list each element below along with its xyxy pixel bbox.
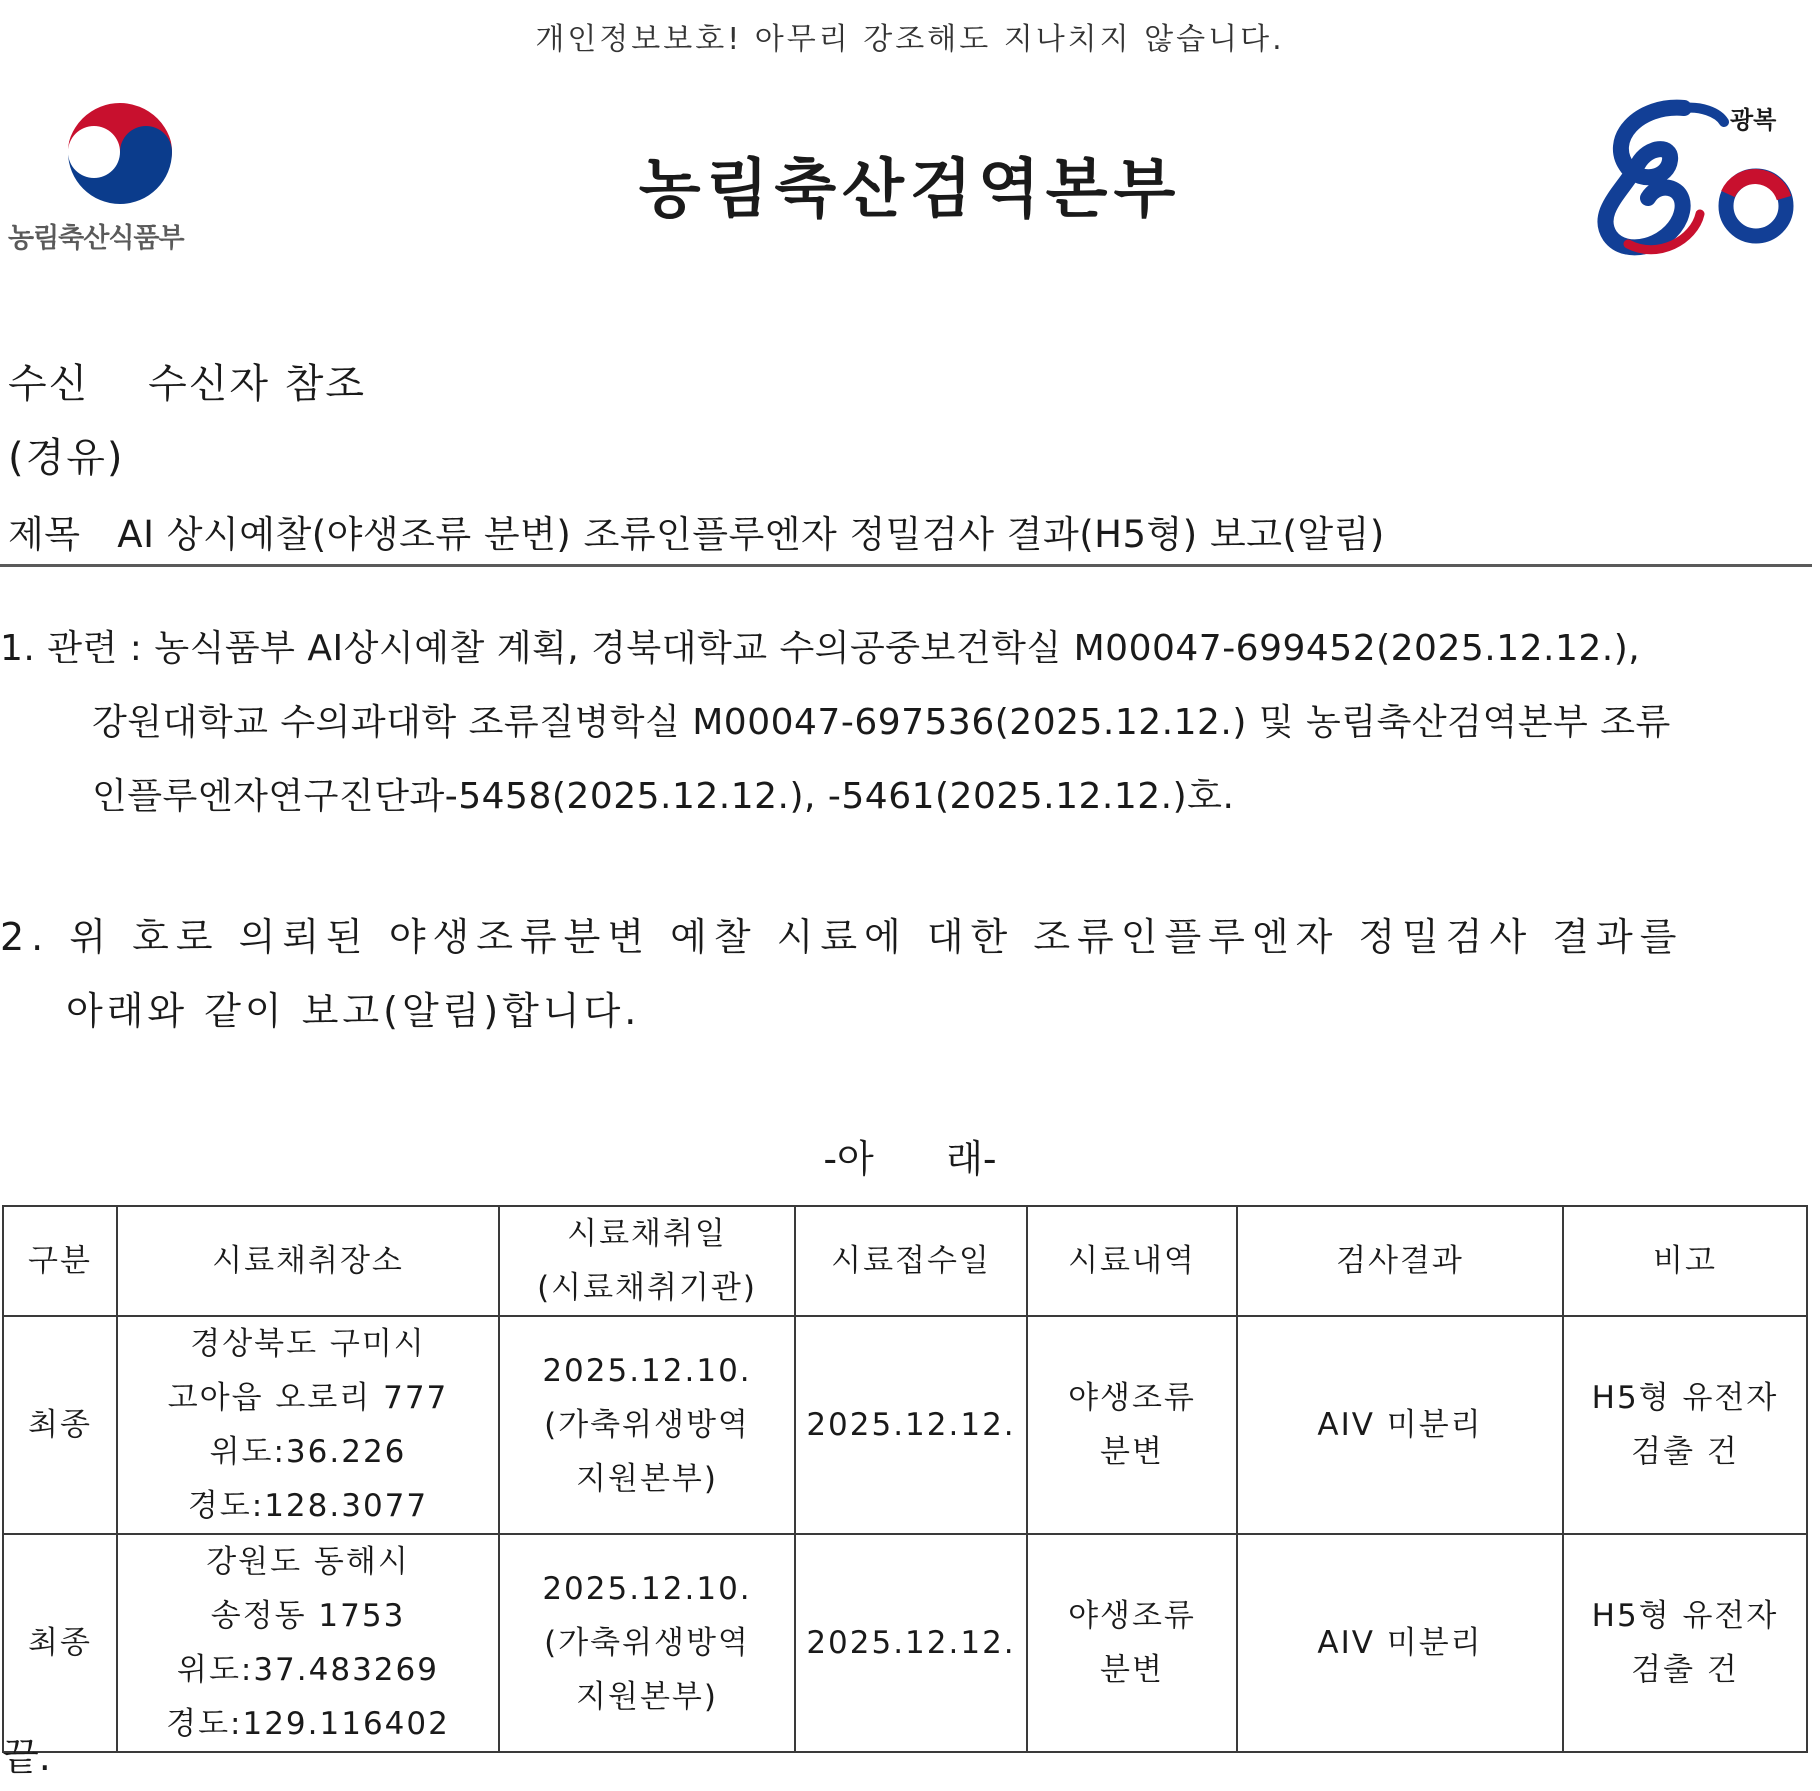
location-line: 강원도 동해시 [206,1544,410,1580]
cell-location [117,1534,499,1752]
header-sample-date-label: 시료채취일 [567,1216,727,1252]
cell-receipt-date: 2025.12.12. [795,1316,1027,1534]
location-line: 고아읍 오로리 777 [167,1380,449,1416]
cell-sample-date [499,1316,795,1534]
longitude: 경도:128.3077 [187,1488,429,1524]
header-location: 시료채취장소 [117,1206,499,1316]
header-note: 비고 [1563,1206,1807,1316]
end-mark: 끝. [2,1735,51,1779]
latitude: 위도:36.226 [209,1434,407,1470]
header-sample-type: 시료내역 [1027,1206,1237,1316]
location-line: 경상북도 구미시 [190,1326,426,1362]
sample-date: 2025.12.10. [542,1353,752,1389]
sample-type-line: 분변 [1100,1652,1164,1688]
cell-sample-type [1027,1316,1237,1534]
sample-agency-line: (가축위생방역 [544,1625,750,1661]
latitude: 위도:37.483269 [177,1652,439,1688]
cell-note [1563,1316,1807,1534]
paragraph-2-line-1: 2. 위 호로 의뢰된 야생조류분변 예찰 시료에 대한 조류인플루엔자 정밀검사 결과를 [0,915,1684,959]
cell-category: 최종 [3,1534,117,1752]
table-row [3,1316,1807,1534]
header-receipt-date: 시료접수일 [795,1206,1027,1316]
recipient-label: 수신 [8,361,90,407]
header-category: 구분 [3,1206,117,1316]
location-line: 송정동 1753 [210,1598,406,1634]
via-line: (경유) [8,435,125,481]
cell-category: 최종 [3,1316,117,1534]
paragraph-1-line-1: 1. 관련 : 농식품부 AI상시예찰 계획, 경북대학교 수의공중보건학실 M00047-699452(2025.12.12.), [0,628,1641,669]
below-heading: -아 래- [823,1137,997,1181]
cell-sample-date [499,1534,795,1752]
header-divider [0,564,1812,567]
cell-sample-type [1027,1534,1237,1752]
note-line: 검출 건 [1631,1434,1739,1470]
subject-line [8,504,1385,558]
document-title: 농림축산검역본부 [638,153,1182,227]
cell-receipt-date: 2025.12.12. [795,1534,1027,1752]
table-header-row [3,1206,1807,1316]
sample-agency-line: 지원본부) [576,1679,718,1715]
header-sample-agency-label: (시료채취기관) [537,1270,757,1306]
sample-type-line: 야생조류 [1068,1380,1196,1416]
note-line: 검출 건 [1631,1652,1739,1688]
ministry-name: 농림축산식품부 [8,223,184,254]
note-line: H5형 유전자 [1591,1598,1779,1634]
liberation-80-logo [1588,94,1808,264]
recipient-line [8,352,366,409]
paragraph-2-line-2: 아래와 같이 보고(알림)합니다. [66,989,641,1033]
paragraph-1-line-3: 인플루엔자연구진단과-5458(2025.12.12.), -5461(2025.12.12.)호. [92,776,1235,817]
sample-type-line: 분변 [1100,1434,1164,1470]
sample-agency-line: 지원본부) [576,1461,718,1497]
cell-result: AIV 미분리 [1237,1316,1563,1534]
sample-agency-line: (가축위생방역 [544,1407,750,1443]
liberation-label: 광복 [1730,106,1777,134]
header-result: 검사결과 [1237,1206,1563,1316]
table-row [3,1534,1807,1752]
note-line: H5형 유전자 [1591,1380,1779,1416]
sample-type-line: 야생조류 [1068,1598,1196,1634]
subject-value: AI 상시예찰(야생조류 분변) 조류인플루엔자 정밀검사 결과(H5형) 보고(알림) [117,513,1385,556]
sample-date: 2025.12.10. [542,1571,752,1607]
paragraph-1-line-2: 강원대학교 수의과대학 조류질병학실 M00047-697536(2025.12.12.) 및 농림축산검역본부 조류 [92,702,1671,743]
cell-location [117,1316,499,1534]
subject-label: 제목 [8,513,81,556]
cell-result: AIV 미분리 [1237,1534,1563,1752]
results-table [2,1205,1808,1753]
longitude: 경도:129.116402 [166,1706,450,1742]
header-sample-date [499,1206,795,1316]
recipient-value: 수신자 참조 [148,361,367,407]
privacy-notice: 개인정보보호! 아무리 강조해도 지나치지 않습니다. [535,22,1285,57]
cell-note [1563,1534,1807,1752]
